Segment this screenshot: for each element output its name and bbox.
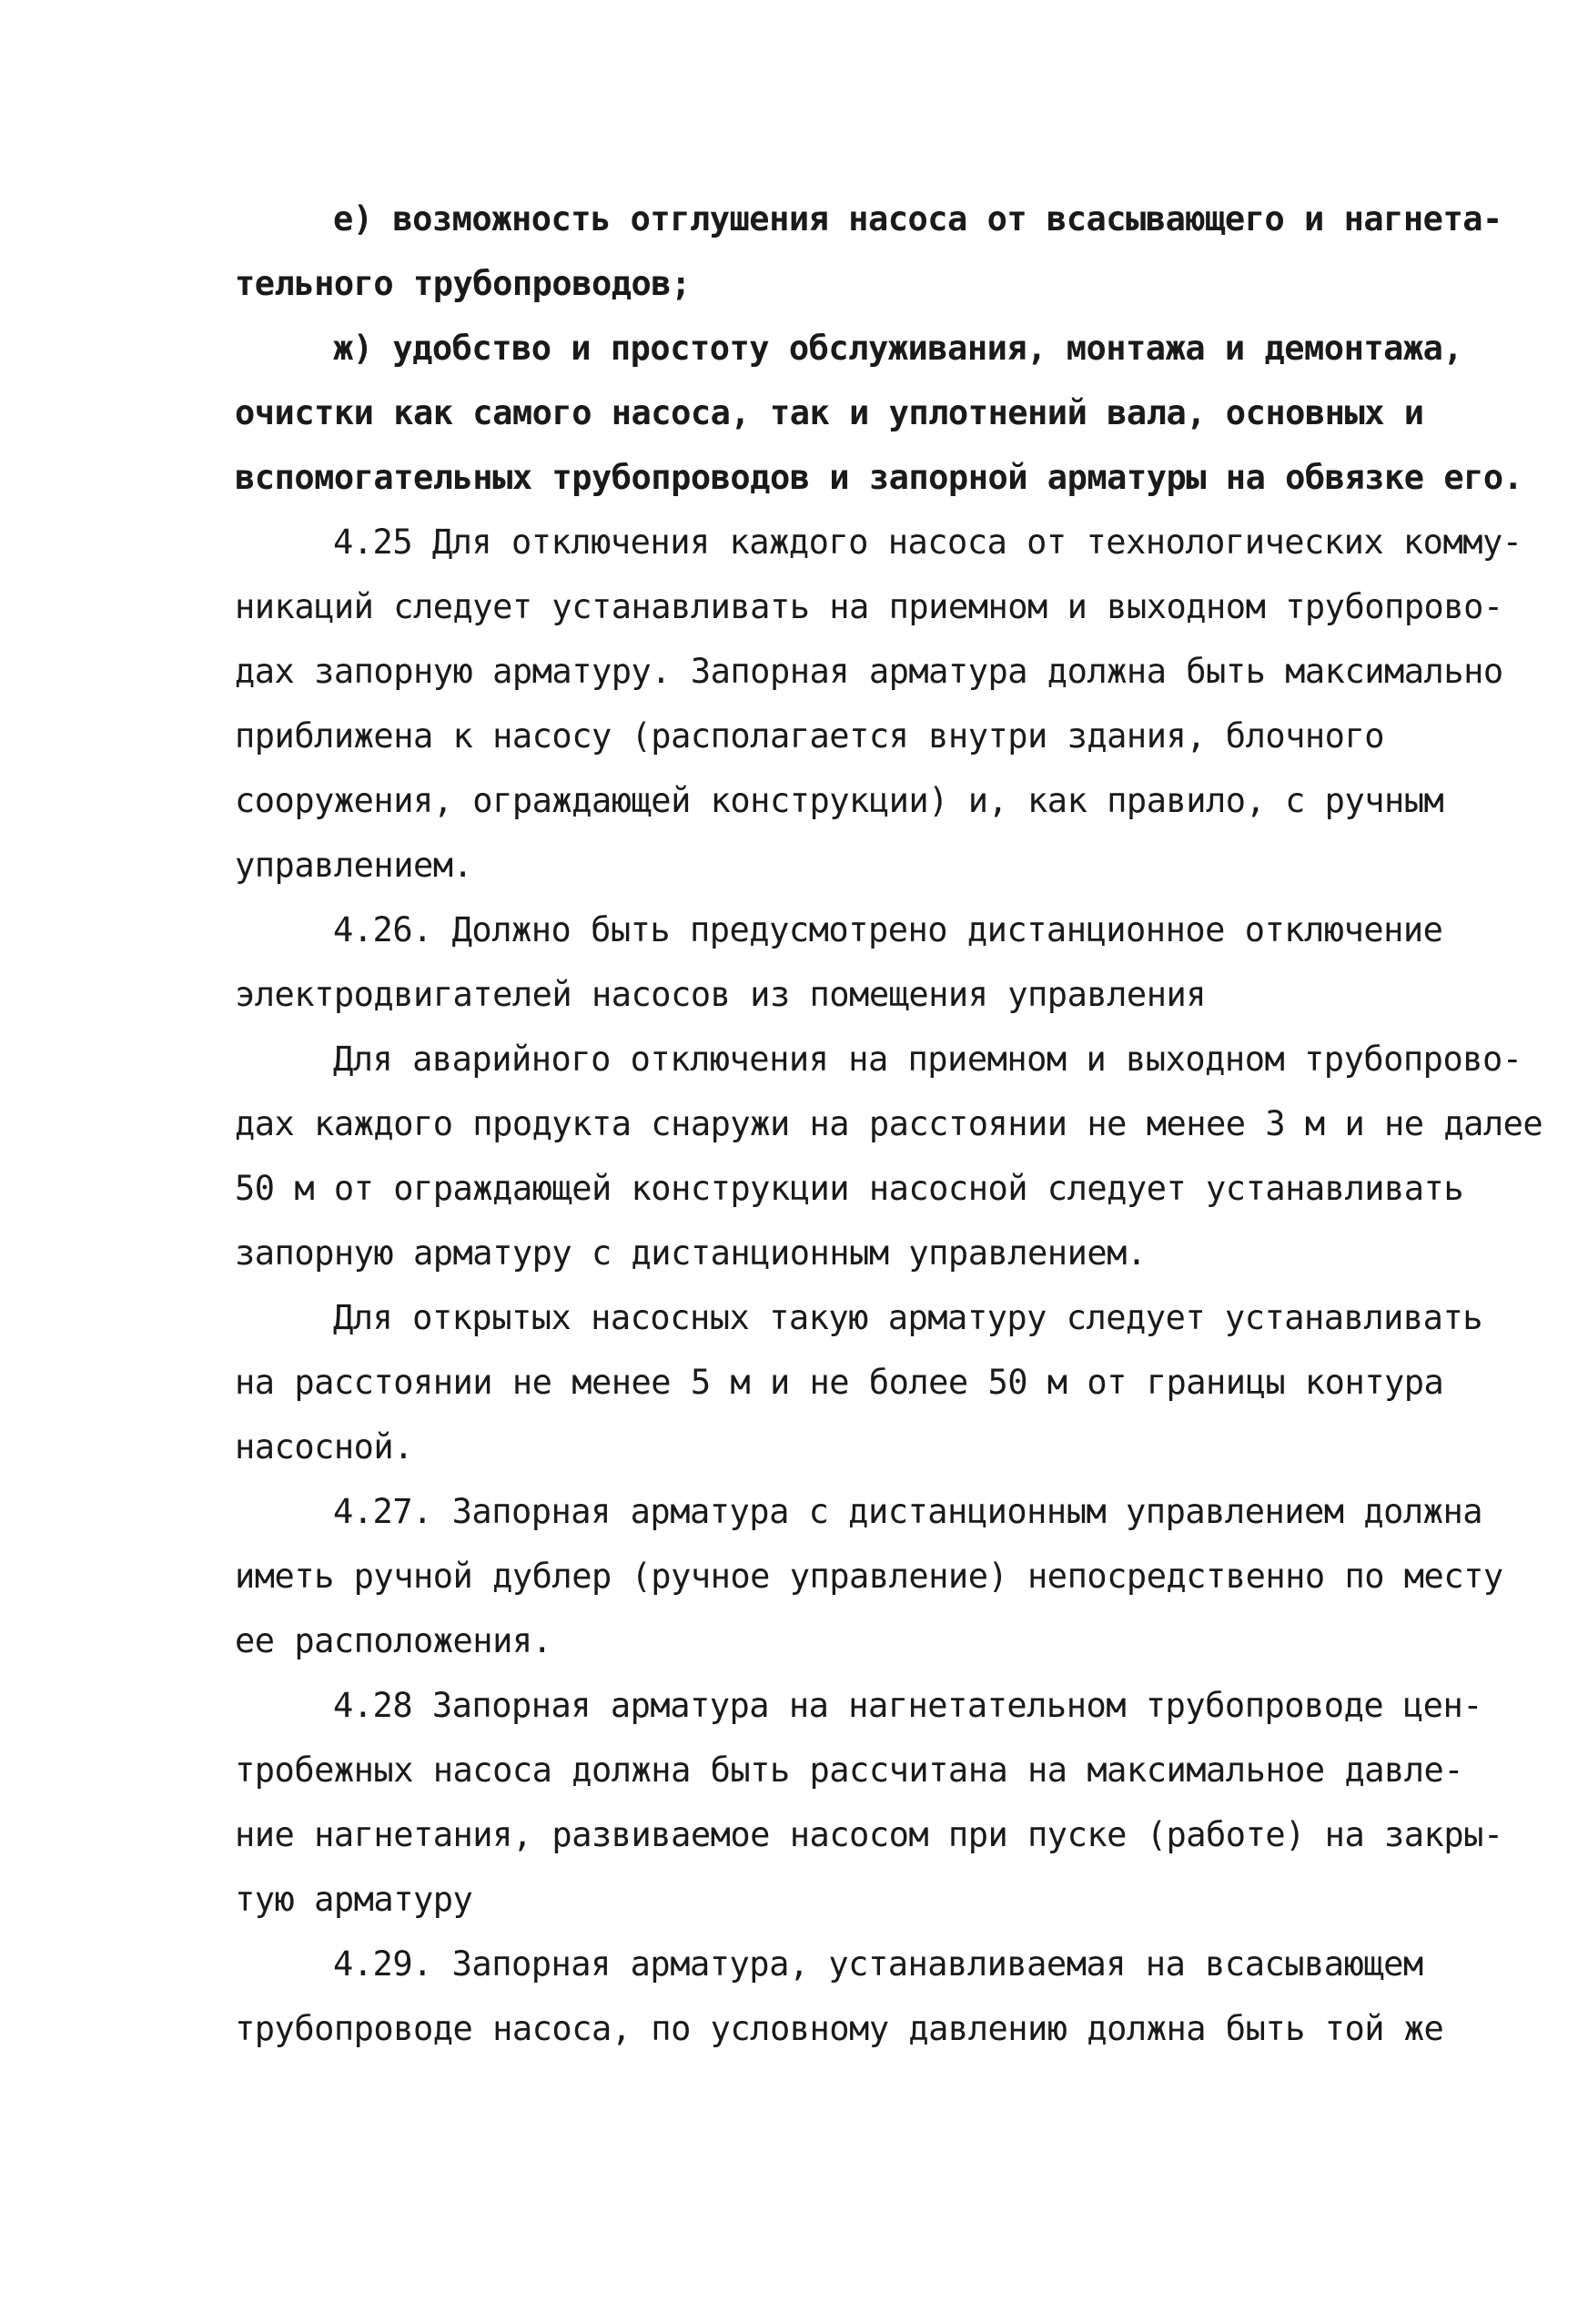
text-line: на расстоянии не менее 5 м и не более 50 м от границы контура <box>235 1363 1444 1402</box>
text-line: 50 м от ограждающей конструкции насосной следует устанавливать <box>235 1169 1464 1208</box>
text-line: ние нагнетания, развиваемое насосом при пуске (работе) на закры- <box>235 1815 1503 1854</box>
text-line: трубопроводе насоса, по условному давлению должна быть той же <box>235 2009 1444 2048</box>
text-line: тую арматуру <box>235 1880 473 1919</box>
text-line: е) возможность отглушения насоса от всасывающего и нагнета- <box>333 199 1502 238</box>
text-line: 4.28 Запорная арматура на нагнетательном трубопроводе цен- <box>333 1686 1483 1725</box>
text-line: управлением. <box>235 846 473 885</box>
text-line: 4.25 Для отключения каждого насоса от технологических комму- <box>333 523 1522 562</box>
text-line: тельного трубопроводов; <box>235 264 691 303</box>
text-line: ж) удобство и простоту обслуживания, монтажа и демонтажа, <box>333 329 1463 368</box>
text-line: 4.27. Запорная арматура с дистанционным управлением должна <box>333 1492 1483 1531</box>
text-line: очистки как самого насоса, так и уплотнений вала, основных и <box>235 393 1424 432</box>
text-line: дах запорную арматуру. Запорная арматура должна быть максимально <box>235 652 1503 691</box>
text-line: тробежных насоса должна быть рассчитана на максимальное давле- <box>235 1751 1464 1790</box>
text-line: Для аварийного отключения на приемном и выходном трубопрово- <box>333 1040 1522 1079</box>
text-line: насосной. <box>235 1427 413 1466</box>
text-line: запорную арматуру с дистанционным управлением. <box>235 1233 1147 1273</box>
document-body <box>235 187 1543 2061</box>
text-line: никаций следует устанавливать на приемном и выходном трубопрово- <box>235 587 1503 626</box>
text-line: 4.29. Запорная арматура, устанавливаемая на всасывающем <box>333 1944 1423 1984</box>
text-line: 4.26. Должно быть предусмотрено дистанционное отключение <box>333 910 1443 949</box>
text-line: электродвигателей насосов из помещения управления <box>235 975 1207 1014</box>
text-line: сооружения, ограждающей конструкции) и, как правило, с ручным <box>235 781 1444 820</box>
text-line: Для открытых насосных такую арматуру следует устанавливать <box>333 1298 1483 1337</box>
text-line: вспомогательных трубопроводов и запорной арматуры на обвязке его. <box>235 458 1523 497</box>
text-line: иметь ручной дублер (ручное управление) непосредственно по месту <box>235 1557 1503 1596</box>
text-line: ее расположения. <box>235 1621 552 1660</box>
text-line: дах каждого продукта снаружи на расстоянии не менее 3 м и не далее <box>235 1104 1543 1143</box>
text-line: приближена к насосу (располагается внутри здания, блочного <box>235 716 1385 756</box>
